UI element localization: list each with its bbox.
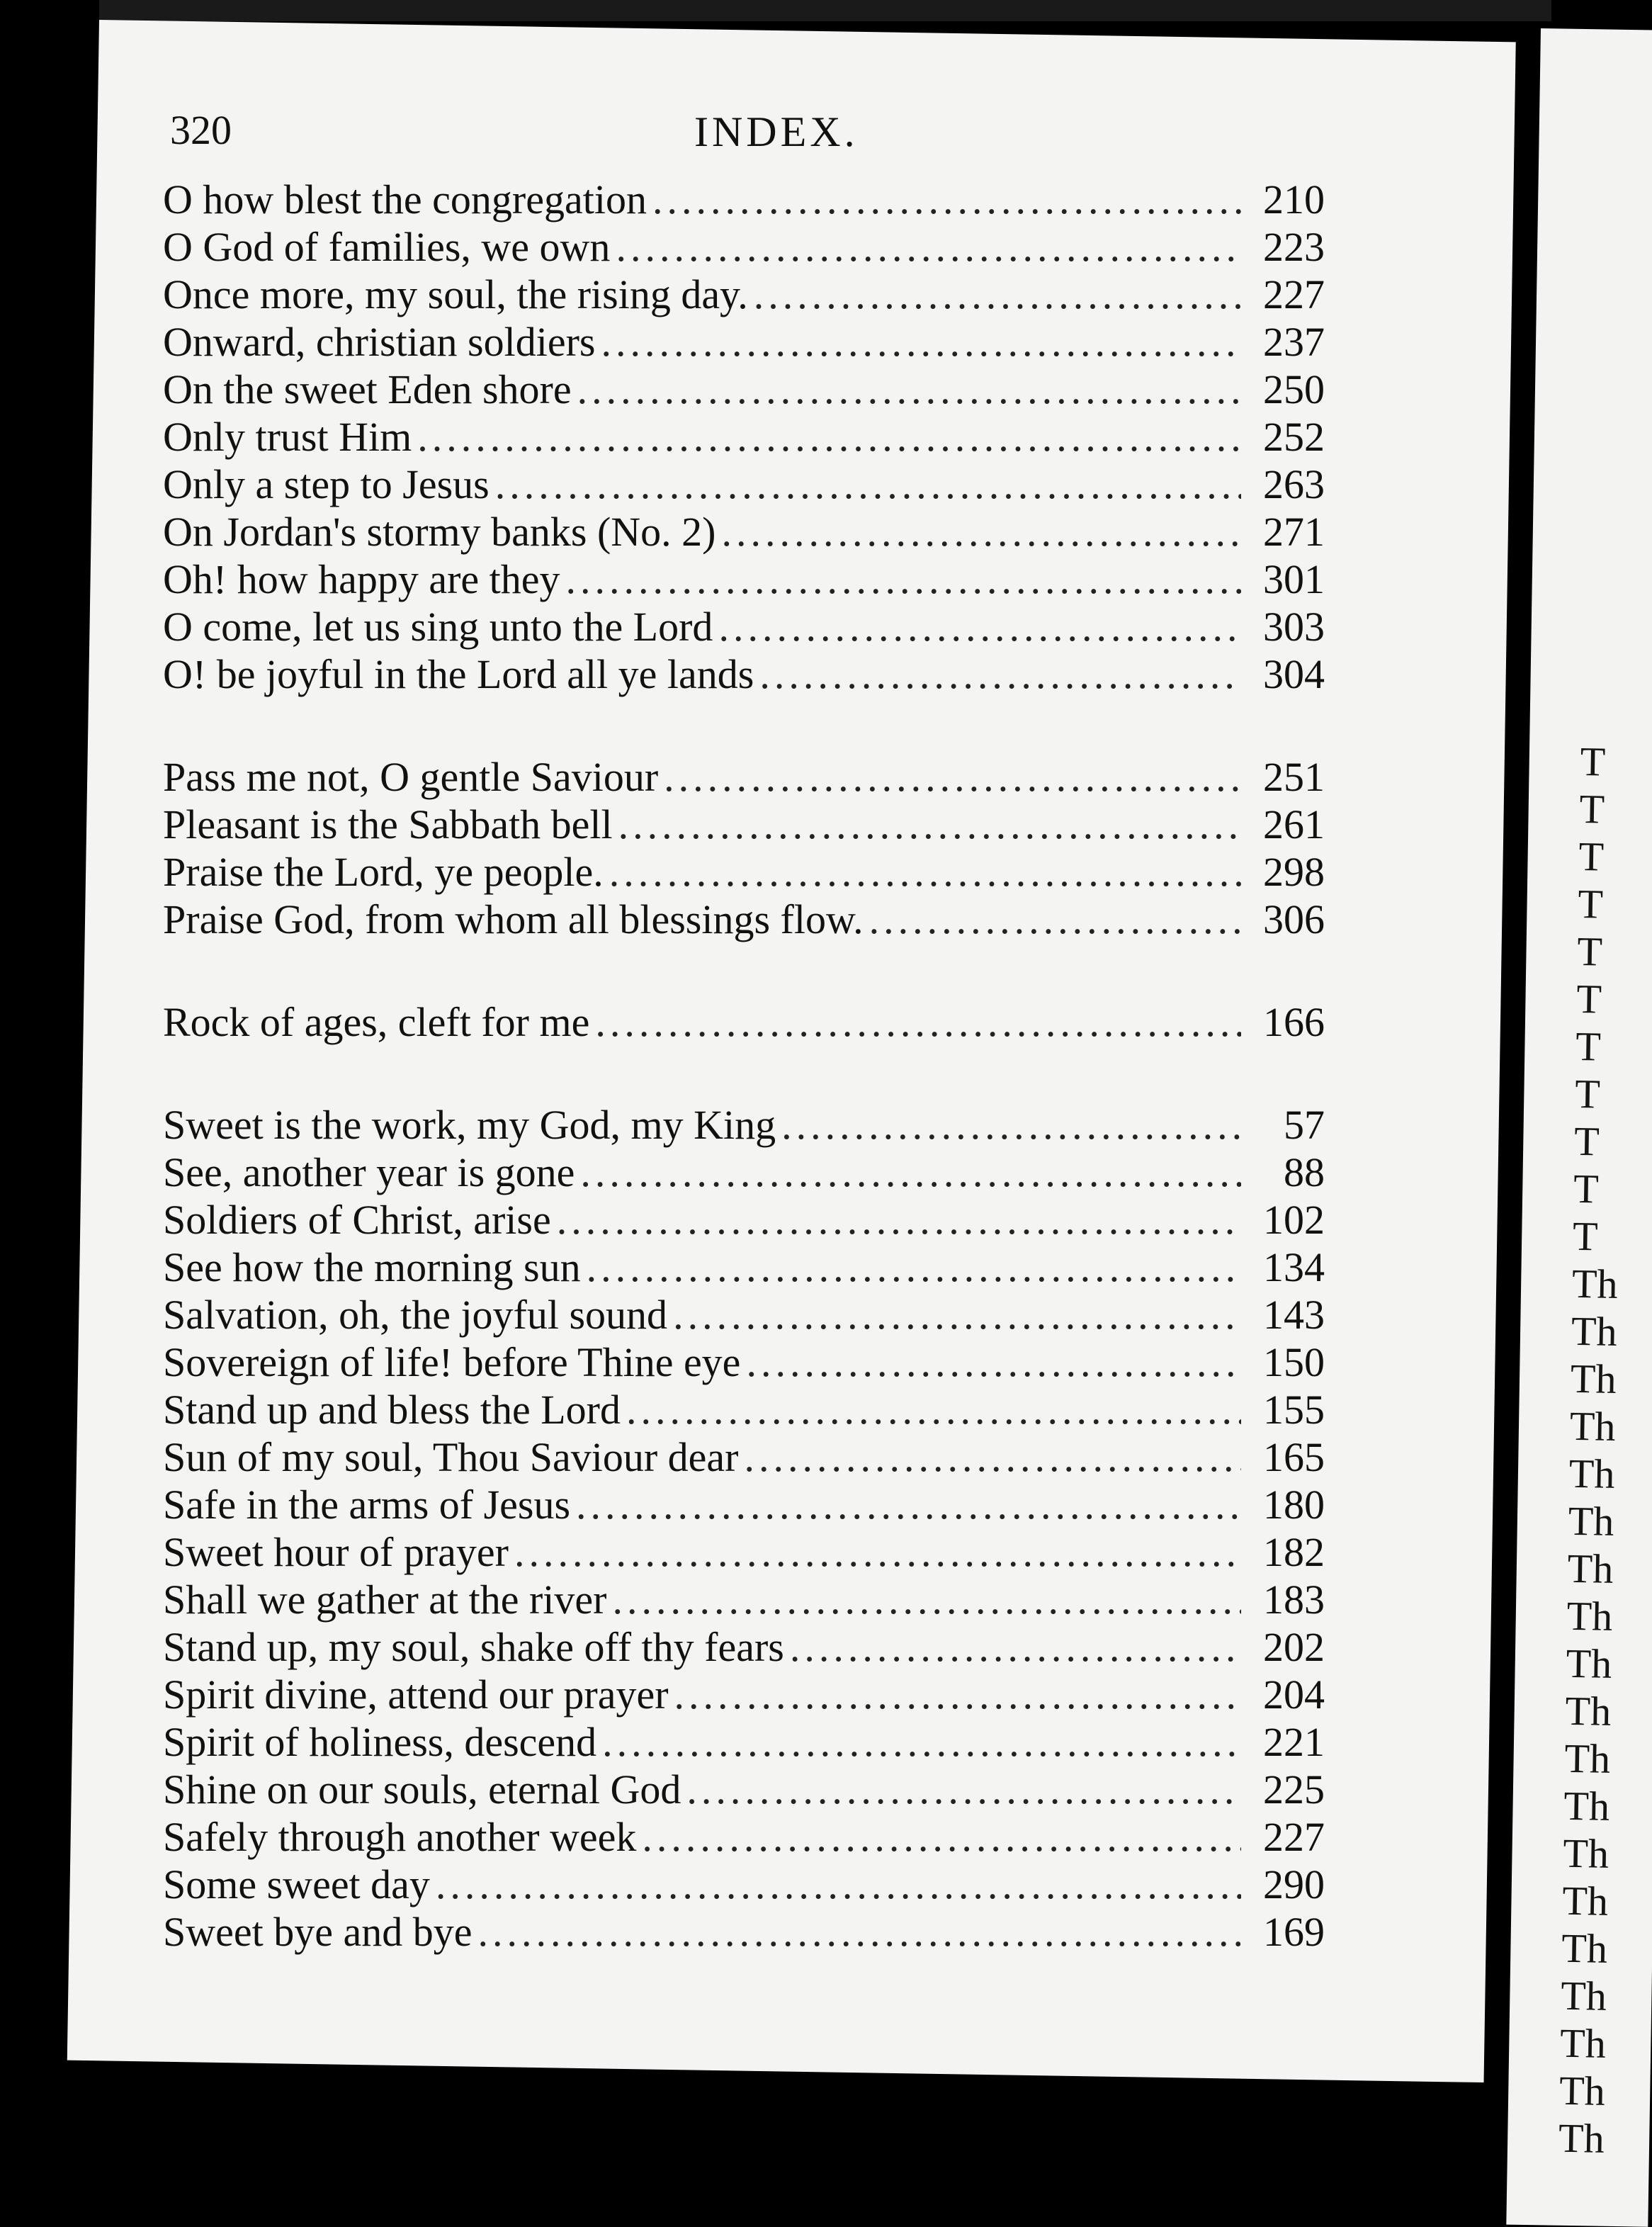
index-entry <box>163 1291 1325 1338</box>
hymn-page-number: 301 <box>1263 556 1325 602</box>
hymn-title: Sun of my soul, Thou Saviour dear <box>163 1434 739 1480</box>
hymn-page-number: 180 <box>1263 1482 1325 1528</box>
hymn-title: Sweet bye and bye <box>163 1909 473 1955</box>
index-entry <box>163 1861 1325 1908</box>
index-group <box>163 1101 1325 1956</box>
hymn-page-number: 102 <box>1263 1197 1325 1243</box>
dot-leader <box>673 1291 1241 1338</box>
hymn-title: Spirit of holiness, descend <box>163 1719 597 1765</box>
hymn-title: O how blest the congregation <box>163 176 647 222</box>
hymn-title: Oh! how happy are they <box>163 556 560 602</box>
hymn-title: Stand up and bless the Lord <box>163 1387 621 1433</box>
dot-leader <box>612 1576 1241 1623</box>
index-entry <box>163 896 1325 943</box>
facing-page <box>1506 28 1652 2227</box>
index-entry <box>163 1244 1325 1291</box>
facing-page-letter: T <box>1580 738 1606 785</box>
hymn-title: Sweet hour of prayer <box>163 1529 509 1575</box>
hymn-title: Sovereign of life! before Thine eye <box>163 1339 741 1385</box>
index-entry <box>163 1386 1325 1433</box>
facing-page-letter: T <box>1577 928 1603 975</box>
hymn-page-number: 306 <box>1263 896 1325 942</box>
hymn-page-number: 223 <box>1263 224 1325 270</box>
dot-leader <box>642 1813 1241 1861</box>
dot-leader <box>618 801 1241 848</box>
index-entry <box>163 176 1325 223</box>
page-header <box>170 106 1318 163</box>
dot-leader <box>626 1386 1241 1433</box>
facing-page-letter: Th <box>1568 1450 1615 1497</box>
facing-page-letter: Th <box>1570 1355 1617 1402</box>
hymn-title: Shine on our souls, eternal God <box>163 1766 681 1812</box>
hymn-title: Sweet is the work, my God, my King <box>163 1102 776 1148</box>
facing-page-letter: Th <box>1563 1829 1609 1877</box>
index-entry <box>163 366 1325 413</box>
facing-page-letter: Th <box>1566 1640 1612 1687</box>
index-entry <box>163 271 1325 318</box>
facing-page-text-edge <box>1558 738 1652 2163</box>
hymn-page-number: 251 <box>1263 754 1325 800</box>
facing-page-letter: Th <box>1571 1307 1618 1355</box>
facing-page-letter: Th <box>1561 1877 1609 1924</box>
dot-leader <box>781 1101 1241 1149</box>
dot-leader <box>869 896 1241 943</box>
hymn-page-number: 263 <box>1263 461 1325 507</box>
hymn-page-number: 155 <box>1263 1387 1325 1433</box>
index-entry <box>163 1433 1325 1481</box>
facing-page-letter: Th <box>1563 1782 1610 1829</box>
hymn-page-number: 183 <box>1263 1577 1325 1623</box>
page-title: INDEX. <box>694 108 859 155</box>
facing-page-letter: Th <box>1564 1735 1611 1782</box>
hymn-page-number: 290 <box>1263 1861 1325 1907</box>
hymn-title: Pleasant is the Sabbath bell <box>163 801 613 847</box>
hymn-title: Shall we gather at the river <box>163 1577 607 1623</box>
hymn-page-number: 271 <box>1263 509 1325 555</box>
dot-leader <box>557 1196 1241 1244</box>
index-entry <box>163 1908 1325 1956</box>
index-entry <box>163 508 1325 556</box>
hymn-title: Some sweet day <box>163 1861 430 1907</box>
facing-page-letter: Th <box>1560 1972 1607 2019</box>
dot-leader <box>652 176 1241 223</box>
index-entry <box>163 603 1325 650</box>
hymn-title: Spirit divine, attend our prayer <box>163 1671 669 1718</box>
dot-leader <box>566 556 1242 603</box>
dot-leader <box>595 998 1241 1046</box>
facing-page-letter: T <box>1572 1212 1599 1260</box>
facing-page-letter: Th <box>1569 1402 1616 1450</box>
index-entry <box>163 1813 1325 1861</box>
hymn-page-number: 210 <box>1263 176 1325 222</box>
dot-leader <box>417 413 1241 461</box>
hymn-title: Pass me not, O gentle Saviour <box>163 754 659 800</box>
hymn-title: See how the morning sun <box>163 1244 581 1290</box>
hymn-title: See, another year is gone <box>163 1149 575 1195</box>
hymn-page-number: 169 <box>1263 1909 1325 1955</box>
index-entry <box>163 753 1325 801</box>
hymn-page-number: 57 <box>1284 1102 1325 1148</box>
dot-leader <box>576 1481 1241 1528</box>
hymn-page-number: 298 <box>1263 849 1325 895</box>
index-entry <box>163 1528 1325 1576</box>
dot-leader <box>718 603 1241 650</box>
hymn-title: Safe in the arms of Jesus <box>163 1482 571 1528</box>
hymn-page-number: 202 <box>1263 1624 1325 1670</box>
index-entry <box>163 318 1325 366</box>
dot-leader <box>477 1908 1241 1956</box>
dot-leader <box>616 223 1241 271</box>
hymn-page-number: 134 <box>1263 1244 1325 1290</box>
index-entry <box>163 1196 1325 1244</box>
dot-leader <box>587 1244 1241 1291</box>
hymn-title: O! be joyful in the Lord all ye lands <box>163 651 754 697</box>
facing-page-letter: Th <box>1561 1924 1608 1972</box>
index-entry <box>163 650 1325 698</box>
facing-page-letter: Th <box>1558 2114 1605 2162</box>
index-entry <box>163 1576 1325 1623</box>
hymn-page-number: 165 <box>1263 1434 1325 1480</box>
dot-leader <box>580 1149 1241 1196</box>
hymn-page-number: 182 <box>1263 1529 1325 1575</box>
hymn-page-number: 304 <box>1263 651 1325 697</box>
hymn-page-number: 303 <box>1263 604 1325 650</box>
dot-leader <box>601 318 1241 366</box>
hymn-title: Once more, my soul, the rising day. <box>163 271 748 317</box>
facing-page-letter: T <box>1573 1165 1600 1212</box>
hymn-page-number: 88 <box>1284 1149 1325 1195</box>
dot-leader <box>674 1671 1241 1718</box>
facing-page-letter: Th <box>1565 1687 1612 1735</box>
hymn-title: Salvation, oh, the joyful sound <box>163 1292 668 1338</box>
facing-page-letter: T <box>1575 1022 1602 1070</box>
dot-leader <box>686 1766 1241 1813</box>
index-entry <box>163 1338 1325 1386</box>
book-edge <box>99 0 1551 21</box>
hymn-title: Praise the Lord, ye people. <box>163 849 604 895</box>
hymn-page-number: 204 <box>1263 1671 1325 1718</box>
index-entry <box>163 1101 1325 1149</box>
index-entry <box>163 1671 1325 1718</box>
dot-leader <box>754 271 1241 318</box>
index-group <box>163 998 1325 1046</box>
index-entries <box>163 176 1325 2011</box>
dot-leader <box>602 1718 1241 1766</box>
index-group <box>163 176 1325 698</box>
hymn-title: On the sweet Eden shore <box>163 366 572 412</box>
facing-page-letter: T <box>1573 1117 1600 1165</box>
dot-leader <box>495 461 1241 508</box>
hymn-title: Praise God, from whom all blessings flow. <box>163 896 864 942</box>
hymn-title: O God of families, we own <box>163 224 611 270</box>
hymn-page-number: 252 <box>1263 414 1325 460</box>
dot-leader <box>577 366 1241 413</box>
facing-page-letter: T <box>1574 1070 1601 1117</box>
facing-page-letter: Th <box>1558 2067 1606 2114</box>
dot-leader <box>436 1861 1241 1908</box>
facing-page-letter: Th <box>1567 1545 1614 1592</box>
facing-page-letter: T <box>1578 880 1604 928</box>
index-entry <box>163 1766 1325 1813</box>
hymn-title: Only a step to Jesus <box>163 461 490 507</box>
hymn-title: On Jordan's stormy banks (No. 2) <box>163 509 716 555</box>
dot-leader <box>514 1528 1241 1576</box>
index-entry <box>163 1718 1325 1766</box>
hymn-page-number: 250 <box>1263 366 1325 412</box>
index-entry <box>163 1623 1325 1671</box>
dot-leader <box>721 508 1241 556</box>
index-entry <box>163 801 1325 848</box>
index-entry <box>163 998 1325 1046</box>
hymn-page-number: 225 <box>1263 1766 1325 1812</box>
hymn-page-number: 143 <box>1263 1292 1325 1338</box>
dot-leader <box>790 1623 1241 1671</box>
index-entry <box>163 461 1325 508</box>
index-entry <box>163 1149 1325 1196</box>
hymn-page-number: 150 <box>1263 1339 1325 1385</box>
facing-page-letter: T <box>1579 785 1605 833</box>
facing-page-letter: Th <box>1571 1260 1619 1307</box>
dot-leader <box>744 1433 1241 1481</box>
facing-page-letter: Th <box>1559 2019 1607 2067</box>
hymn-title: Safely through another week <box>163 1814 637 1860</box>
dot-leader <box>759 650 1241 698</box>
facing-page-letter: T <box>1575 975 1602 1022</box>
hymn-page-number: 227 <box>1263 271 1325 317</box>
index-entry <box>163 848 1325 896</box>
hymn-title: Onward, christian soldiers <box>163 319 596 365</box>
index-entry <box>163 413 1325 461</box>
index-group <box>163 753 1325 943</box>
hymn-page-number: 166 <box>1263 999 1325 1045</box>
hymn-page-number: 237 <box>1263 319 1325 365</box>
facing-page-letter: Th <box>1566 1592 1613 1640</box>
hymn-title: Only trust Him <box>163 414 412 460</box>
hymn-page-number: 261 <box>1263 801 1325 847</box>
dot-leader <box>664 753 1241 801</box>
hymn-page-number: 227 <box>1263 1814 1325 1860</box>
hymn-title: Stand up, my soul, shake off thy fears <box>163 1624 784 1670</box>
page-number: 320 <box>170 107 232 153</box>
hymn-title: O come, let us sing unto the Lord <box>163 604 713 650</box>
index-entry <box>163 1481 1325 1528</box>
dot-leader <box>746 1338 1241 1386</box>
facing-page-letter: T <box>1578 833 1605 880</box>
dot-leader <box>609 848 1241 896</box>
facing-page-letter: Th <box>1568 1497 1614 1545</box>
index-entry <box>163 556 1325 603</box>
hymn-title: Soldiers of Christ, arise <box>163 1197 551 1243</box>
index-entry <box>163 223 1325 271</box>
hymn-title: Rock of ages, cleft for me <box>163 999 590 1045</box>
hymn-page-number: 221 <box>1263 1719 1325 1765</box>
